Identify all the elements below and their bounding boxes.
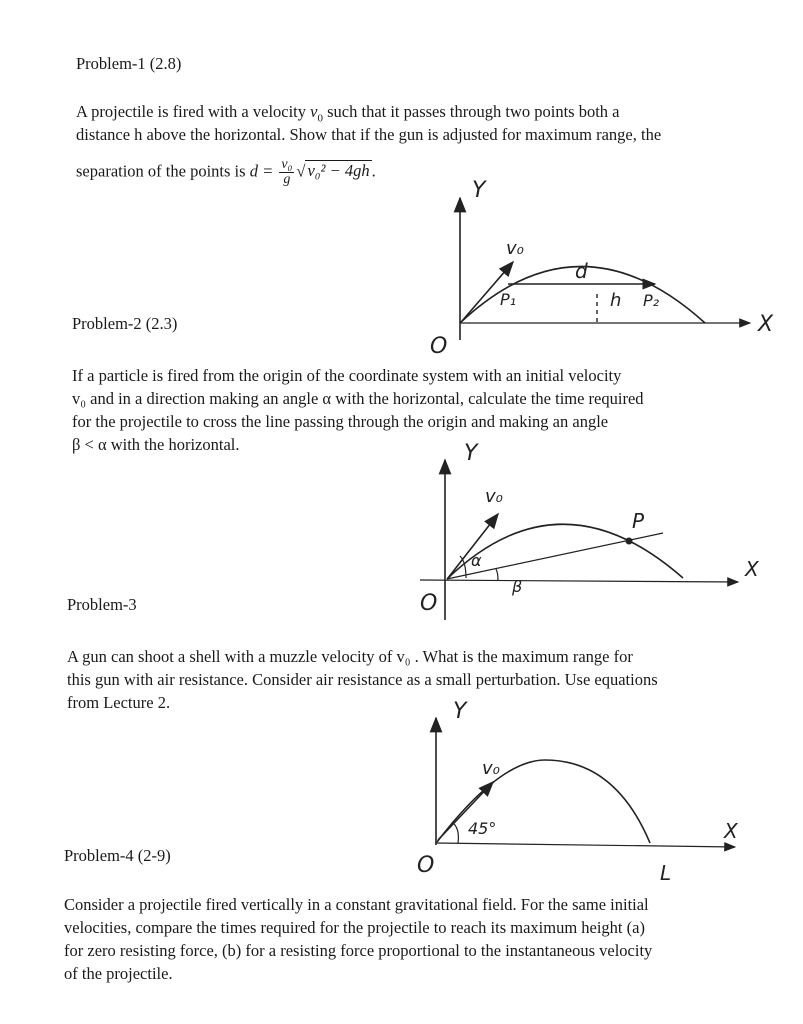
- fraction-denominator: g: [283, 172, 291, 187]
- angle-label: 45°: [468, 819, 497, 838]
- beta-arc: [496, 569, 498, 580]
- problem-1-title: Problem-1 (2.8): [76, 54, 182, 73]
- problem-2-title: Problem-2 (2.3): [72, 314, 178, 333]
- problem-4-line-1: Consider a projectile fired vertically in a constant gravitational field. For the same initial: [64, 895, 649, 914]
- y-axis-label: Y: [472, 178, 486, 203]
- x-axis-label: X: [758, 312, 774, 337]
- sqrt-icon: √: [296, 161, 306, 181]
- problem-2-line-1: If a particle is fired from the origin of the coordinate system with an initial velocity: [72, 366, 622, 385]
- point-p2-label: P₂: [643, 291, 660, 310]
- problem-2-line-3: for the projectile to cross the line passing through the origin and making an angle: [72, 412, 609, 431]
- y-axis-label: Y: [453, 699, 467, 724]
- point-p-label: P: [632, 509, 645, 533]
- problem-3-line-2: this gun with air resistance. Consider air resistance as a small perturbation. Use equations: [67, 670, 658, 689]
- problem-3-title: Problem-3: [67, 595, 137, 614]
- velocity-label: v₀: [506, 238, 524, 259]
- text-segment: A projectile is fired with a velocity: [76, 102, 307, 121]
- problem-1-line-2: distance h above the horizontal. Show that if the gun is adjusted for maximum range, the: [76, 125, 662, 144]
- point-p1-label: P₁: [500, 290, 517, 309]
- velocity-symbol: v: [310, 102, 318, 121]
- fraction-numerator: v₀: [281, 157, 293, 172]
- origin-label: O: [417, 853, 435, 878]
- x-axis: [420, 580, 738, 582]
- velocity-subscript: 0: [317, 112, 323, 125]
- x-axis: [436, 843, 735, 847]
- velocity-label: v₀: [485, 486, 503, 507]
- problem-4-line-4: of the projectile.: [64, 964, 173, 983]
- problem-3-line-3: from Lecture 2.: [67, 693, 171, 712]
- trajectory-curve: [447, 524, 683, 579]
- x-axis-label: X: [724, 819, 738, 843]
- problem-4-title: Problem-4 (2-9): [64, 846, 171, 865]
- separation-label: d: [575, 259, 588, 283]
- problem-2-line-4: β < α with the horizontal.: [72, 435, 240, 454]
- range-label: L: [660, 861, 672, 885]
- origin-label: O: [430, 334, 448, 359]
- alpha-label: α: [471, 551, 482, 570]
- height-label: h: [610, 290, 622, 311]
- x-axis-label: X: [745, 557, 759, 581]
- origin-label: O: [420, 591, 438, 616]
- beta-label: β: [512, 577, 523, 596]
- problem-3-line-1: A gun can shoot a shell with a muzzle velocity of v₀ . What is the maximum range for: [67, 647, 633, 666]
- formula-period: .: [371, 161, 376, 181]
- text-segment: such that it passes through two points both a: [327, 102, 620, 121]
- formula-lhs: d =: [249, 161, 274, 181]
- problem-4-line-2: velocities, compare the times required for the projectile to reach its maximum height (a): [64, 918, 645, 937]
- problem-4-line-3: for zero resisting force, (b) for a resisting force proportional to the instantaneous velocity: [64, 941, 653, 960]
- velocity-label: v₀: [482, 758, 500, 779]
- intersection-point: [626, 538, 633, 545]
- problem-2-line-2: v₀ and in a direction making an angle α with the horizontal, calculate the time required: [72, 389, 644, 408]
- y-axis-label: Y: [464, 441, 478, 466]
- text-segment: separation of the points is: [76, 161, 246, 181]
- formula-radicand: v₀² − 4gh: [307, 161, 370, 181]
